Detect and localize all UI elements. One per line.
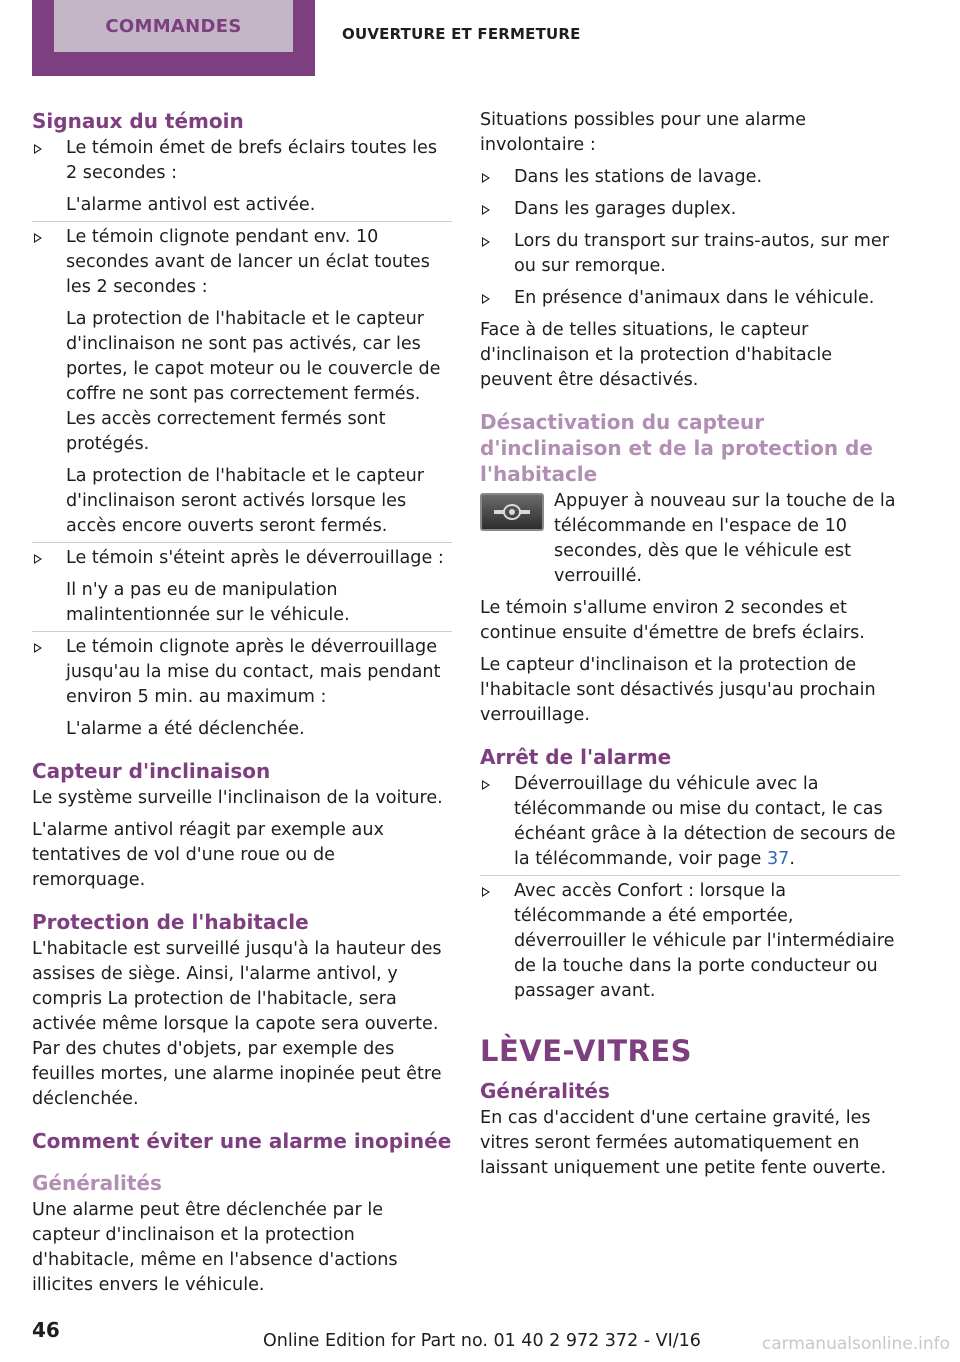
page-link[interactable]: 37 — [766, 849, 790, 869]
list-item-text: Le témoin clignote pendant env. 10 secondes avant de lancer un éclat toutes les 2 secondes : — [66, 227, 430, 297]
remote-lock-button-icon — [480, 493, 544, 531]
list-item-text: Dans les garages duplex. — [514, 199, 737, 219]
list-item-text: Lors du transport sur trains-autos, sur mer ou sur remorque. — [514, 231, 889, 276]
bullet-triangle-icon — [482, 205, 490, 215]
watermark: carmanualsonline.info — [761, 1334, 950, 1354]
paragraph: L'alarme antivol réagit par exemple aux tentatives de vol d'une roue ou de remorquage. — [32, 820, 384, 890]
header-tab-commandes[interactable] — [32, 0, 315, 76]
page-number: 46 — [32, 1318, 60, 1342]
list-item-desc: La protection de l'habitacle et le capteur d'inclinaison seront activés lorsque les accès encore ouverts seront fermés. — [66, 466, 424, 536]
header-tab-inner — [54, 0, 293, 52]
list-item-text: Le témoin clignote après le déverrouillage jusqu'au la mise du contact, mais pendant environ 5 min. au maximum : — [66, 637, 441, 707]
list-item — [480, 229, 900, 279]
paragraph: Face à de telles situations, le capteur d'inclinaison et la protection d'habitacle peuvent être désactivés. — [480, 320, 833, 390]
bullet-triangle-icon — [34, 233, 42, 243]
bullet-triangle-icon — [482, 887, 490, 897]
header-section-title: OUVERTURE ET FERMETURE — [342, 25, 581, 43]
signaux-list — [32, 136, 452, 742]
remote-button-instruction — [480, 489, 900, 589]
paragraph: Le capteur d'inclinaison et la protection de l'habitacle sont désactivés jusqu'au prochain verrouillage. — [480, 655, 876, 725]
heading-generalites-2: Généralités — [480, 1079, 610, 1103]
bullet-triangle-icon — [482, 294, 490, 304]
divider — [480, 875, 900, 876]
list-item-text: Le témoin émet de brefs éclairs toutes les 2 secondes : — [66, 138, 438, 183]
list-item — [32, 136, 452, 218]
list-item-desc: L'alarme antivol est activée. — [66, 195, 316, 215]
paragraph: Situations possibles pour une alarme involontaire : — [480, 110, 807, 155]
bullet-triangle-icon — [34, 554, 42, 564]
list-item-text: En présence d'animaux dans le véhicule. — [514, 288, 875, 308]
list-item-text-body: Déverrouillage du véhicule avec la télécommande ou mise du contact, le cas échéant grâce à la détection de secours de la télécommande, voir page — [514, 774, 896, 869]
divider — [32, 221, 452, 222]
bullet-triangle-icon — [34, 144, 42, 154]
list-item-text: Le témoin s'éteint après le déverrouillage : — [66, 548, 444, 568]
heading-capteur: Capteur d'inclinaison — [32, 759, 271, 783]
paragraph: Appuyer à nouveau sur la touche de la télécommande en l'espace de 10 secondes, dès que le véhicule est verrouillé. — [554, 491, 896, 586]
list-item — [480, 197, 900, 222]
bullet-triangle-icon — [34, 643, 42, 653]
list-item-desc: L'alarme a été déclenchée. — [66, 719, 305, 739]
list-item-desc: La protection de l'habitacle et le capteur d'inclinaison ne sont pas activés, car les portes, le capot moteur ou le couvercle de coffre ne sont pas correctement fermés. Les accès correctement fermés sont protégés. — [66, 309, 441, 454]
paragraph: En cas d'accident d'une certaine gravité, les vitres seront fermées automatiquement en laissant uniquement une petite fente ouverte. — [480, 1108, 887, 1178]
heading-protection: Protection de l'habitacle — [32, 910, 309, 934]
bullet-triangle-icon — [482, 780, 490, 790]
list-item — [480, 286, 900, 311]
list-item-text: Avec accès Confort : lorsque la télécommande a été emportée, déverrouiller le véhicule par l'intermédiaire de la touche dans la porte conducteur ou passager avant. — [514, 881, 895, 1001]
heading-signaux: Signaux du témoin — [32, 109, 244, 133]
paragraph: L'habitacle est surveillé jusqu'à la hauteur des assises de siège. Ainsi, l'alarme antivol, y compris La protection de l'habitacle, sera activée même lorsque la capote sera ouverte. Par des chutes d'objets, par exemple des feuilles mortes, une alarme inopinée peut être déclenchée. — [32, 939, 442, 1109]
list-item-text-end: . — [789, 849, 795, 869]
heading-generalites: Généralités — [32, 1171, 162, 1195]
list-item-text: Dans les stations de lavage. — [514, 167, 763, 187]
header-tab-label: COMMANDES — [105, 15, 242, 37]
footer-edition: Online Edition for Part no. 01 40 2 972 372 - VI/16 — [263, 1331, 701, 1351]
bullet-triangle-icon — [482, 237, 490, 247]
heading-arret: Arrêt de l'alarme — [480, 745, 672, 769]
left-column — [32, 108, 452, 1305]
paragraph: Une alarme peut être déclenchée par le capteur d'inclinaison et la protection d'habitacle, même en l'absence d'actions illicites envers le véhicule. — [32, 1200, 398, 1295]
list-item — [32, 635, 452, 742]
list-item — [480, 879, 900, 1004]
list-item — [32, 225, 452, 539]
list-item — [480, 165, 900, 190]
heading-desactivation: Désactivation du capteur d'inclinaison et de la protection de l'habitacle — [480, 410, 873, 486]
list-item — [32, 546, 452, 628]
divider — [32, 631, 452, 632]
right-column — [480, 108, 900, 1188]
arret-list — [480, 772, 900, 1004]
list-item — [480, 772, 900, 872]
paragraph: Le système surveille l'inclinaison de la voiture. — [32, 788, 443, 808]
chapter-title-leve-vitres: LÈVE-VITRES — [480, 1034, 693, 1068]
situations-list — [480, 165, 900, 311]
divider — [32, 542, 452, 543]
paragraph: Le témoin s'allume environ 2 secondes et continue ensuite d'émettre de brefs éclairs. — [480, 598, 865, 643]
bullet-triangle-icon — [482, 173, 490, 183]
heading-comment-eviter: Comment éviter une alarme inopinée — [32, 1129, 452, 1153]
list-item-text — [514, 772, 900, 872]
list-item-desc: Il n'y a pas eu de manipulation malintentionnée sur le véhicule. — [66, 580, 350, 625]
